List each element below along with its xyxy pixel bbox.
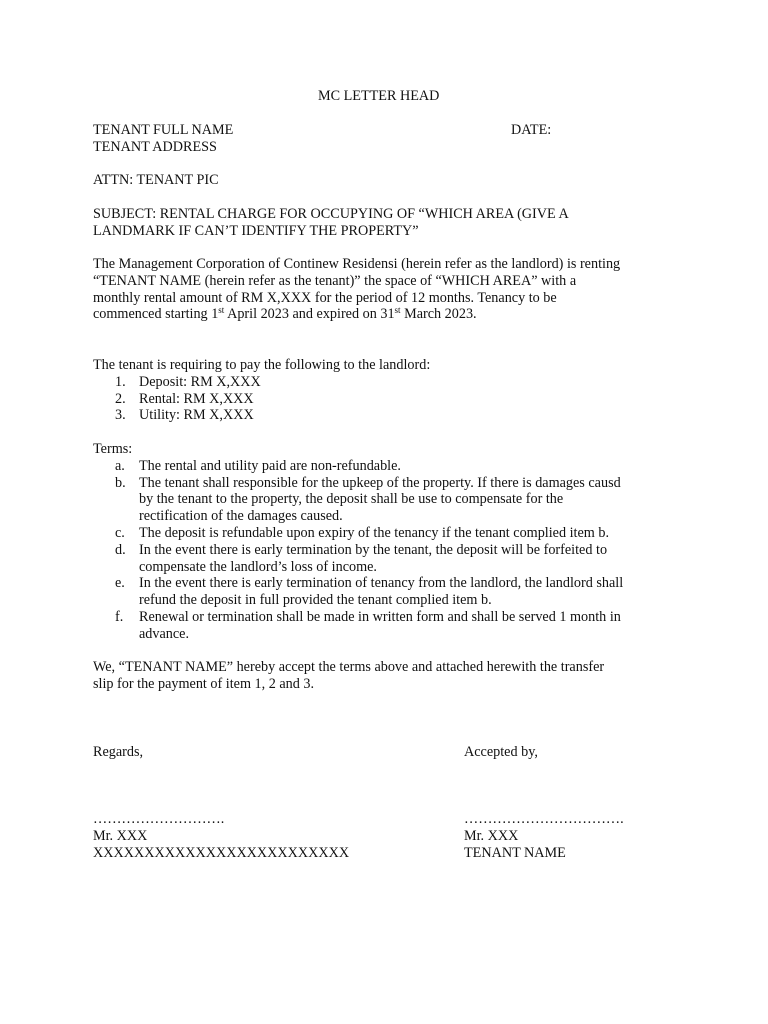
term-line: rectification of the damages caused. <box>139 508 343 525</box>
regards-label: Regards, <box>93 744 144 760</box>
term-line: The tenant shall responsible for the upkeep of the property. If there is damages causd <box>139 474 621 491</box>
term-item <box>93 458 678 475</box>
signature-block-left <box>93 811 349 861</box>
term-item <box>93 542 678 576</box>
ordinal-suffix: st <box>394 305 401 316</box>
paragraph-line: “TENANT NAME (herein refer as the tenant)” the space of “WHICH AREA” with a <box>93 272 577 289</box>
term-line: The rental and utility paid are non-refundable. <box>139 457 401 474</box>
term-letter: a. <box>115 457 125 474</box>
list-text: Deposit: RM X,XXX <box>139 373 261 390</box>
letterhead-title: MC LETTER HEAD <box>318 88 440 104</box>
signatory-name: Mr. XXX <box>93 827 148 844</box>
paragraph-line: We, “TENANT NAME” hereby accept the terms above and attached herewith the transfer <box>93 659 605 675</box>
term-line: refund the deposit in full provided the tenant complied item b. <box>139 592 492 609</box>
term-letter: e. <box>115 575 125 592</box>
tenant-full-name: TENANT FULL NAME <box>93 122 234 138</box>
intro-paragraph <box>93 256 678 323</box>
accepted-by-label: Accepted by, <box>464 744 538 760</box>
subject-line: LANDMARK IF CAN’T IDENTIFY THE PROPERTY” <box>93 222 419 239</box>
term-line: Renewal or termination shall be made in written form and shall be served 1 month in <box>139 608 621 625</box>
term-line: by the tenant to the property, the deposit shall be use to compensate for the <box>139 491 564 508</box>
term-letter: b. <box>115 474 126 491</box>
term-letter: f. <box>115 608 124 625</box>
term-letter: c. <box>115 524 125 541</box>
term-item <box>93 525 678 542</box>
term-item <box>93 475 678 525</box>
acceptance-paragraph <box>93 659 678 693</box>
text-segment: March 2023. <box>400 306 477 323</box>
list-text: Rental: RM X,XXX <box>139 390 254 407</box>
subject-line: SUBJECT: RENTAL CHARGE FOR OCCUPYING OF “WHICH AREA (GIVE A <box>93 206 569 222</box>
text-segment: April 2023 and expired on 31 <box>224 306 395 323</box>
term-line: advance. <box>139 625 190 642</box>
term-line: The deposit is refundable upon expiry of the tenancy if the tenant complied item b. <box>139 524 610 541</box>
signatory-title: XXXXXXXXXXXXXXXXXXXXXXXXX <box>93 844 350 861</box>
signature-line: ……………………………. <box>464 811 624 827</box>
term-line: In the event there is early termination by the tenant, the deposit will be forfeited to <box>139 541 608 558</box>
list-item <box>93 407 678 424</box>
list-text: Utility: RM X,XXX <box>139 407 254 424</box>
attention-line: ATTN: TENANT PIC <box>93 172 219 188</box>
terms-label: Terms: <box>93 441 133 457</box>
term-item <box>93 575 678 609</box>
list-number: 3. <box>115 407 126 424</box>
paragraph-line <box>93 306 678 323</box>
term-letter: d. <box>115 541 126 558</box>
signature-line: ………………………. <box>93 811 225 827</box>
subject <box>93 206 678 240</box>
tenant-address: TENANT ADDRESS <box>93 139 217 155</box>
payment-intro: The tenant is requiring to pay the following to the landlord: <box>93 357 431 373</box>
text-segment: commenced starting 1 <box>93 306 219 323</box>
paragraph-line: monthly rental amount of RM X,XXX for the period of 12 months. Tenancy to be <box>93 289 557 306</box>
ordinal-suffix: st <box>218 305 225 316</box>
term-line: In the event there is early termination of tenancy from the landlord, the landlord shall <box>139 575 624 592</box>
list-number: 1. <box>115 373 126 390</box>
signatory-name: Mr. XXX <box>464 827 519 844</box>
term-item <box>93 609 678 643</box>
paragraph-line: The Management Corporation of Continew Residensi (herein refer as the landlord) is renting <box>93 256 621 272</box>
signatory-title: TENANT NAME <box>464 844 566 861</box>
paragraph-line: slip for the payment of item 1, 2 and 3. <box>93 675 315 692</box>
term-line: compensate the landlord’s loss of income. <box>139 558 377 575</box>
payment-section <box>93 357 678 424</box>
signature-block-right <box>464 811 624 861</box>
date-label: DATE: <box>511 122 552 138</box>
terms-section <box>93 441 678 643</box>
list-number: 2. <box>115 390 126 407</box>
list-item <box>93 374 678 391</box>
list-item <box>93 391 678 408</box>
